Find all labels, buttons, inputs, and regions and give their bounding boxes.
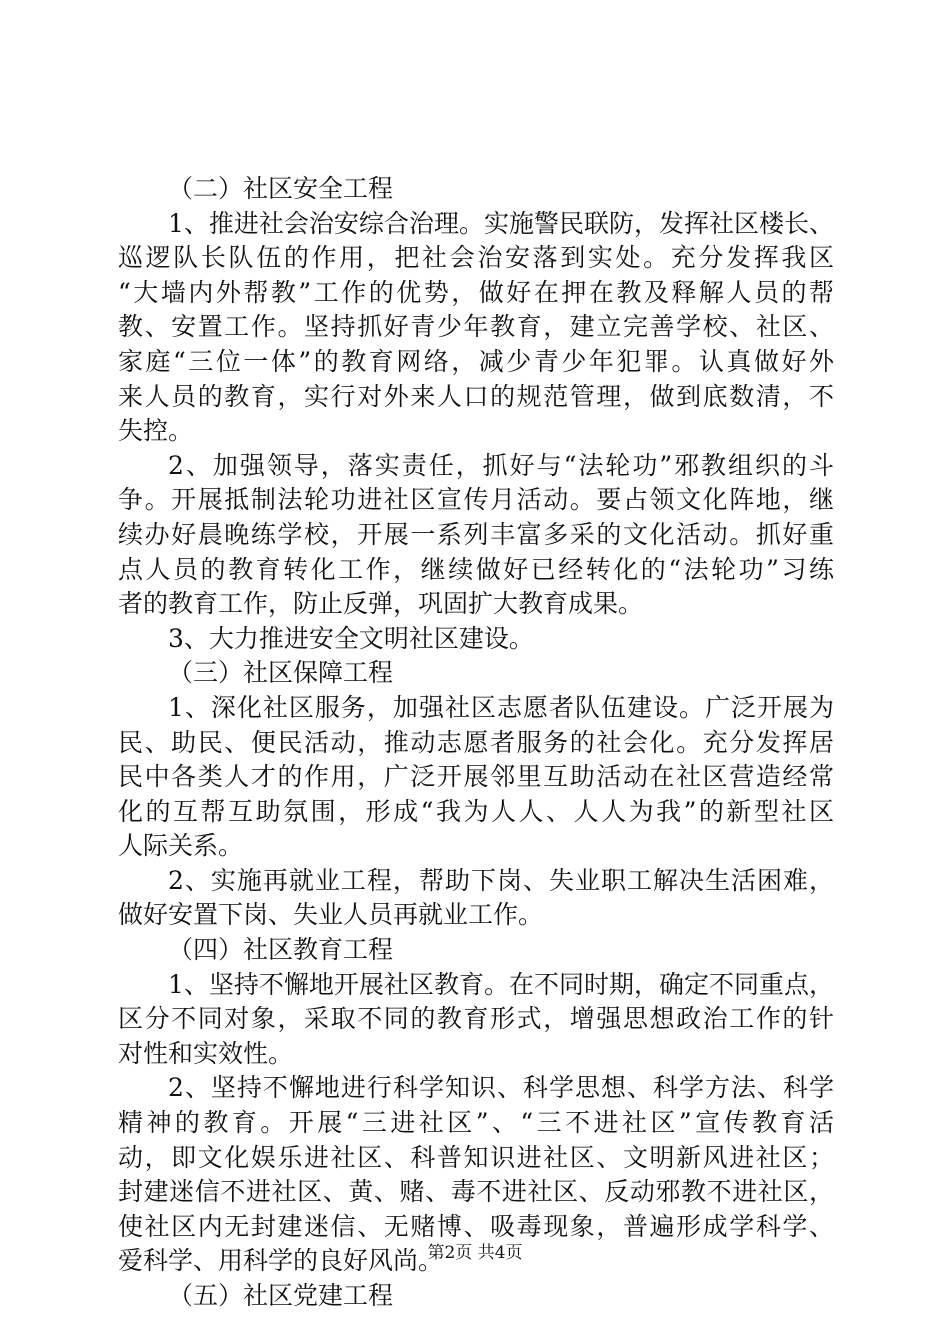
section-heading: （三）社区保障工程 xyxy=(168,658,394,688)
section-heading: （四）社区教育工程 xyxy=(168,935,394,965)
paragraph-line: 来人员的教育，实行对外来人口的规范管理，做到底数清，不 xyxy=(118,381,834,411)
paragraph-line: 1、坚持不懈地开展社区教育。在不同时期，确定不同重点， xyxy=(168,969,834,999)
paragraph-line: 者的教育工作，防止反弹，巩固扩大教育成果。 xyxy=(118,589,644,619)
paragraph-line: “大墙内外帮教”工作的优势，做好在押在教及释解人员的帮 xyxy=(118,277,834,307)
paragraph-line: 区分不同对象，采取不同的教育形式，增强思想政治工作的针 xyxy=(118,1004,834,1034)
paragraph-line: 精神的教育。开展“三进社区”、“三不进社区”宣传教育活 xyxy=(118,1108,834,1138)
paragraph-line: 对性和实效性。 xyxy=(118,1038,294,1068)
page-footer: 第2页 共4页 xyxy=(427,1243,523,1263)
paragraph-line: 动，即文化娱乐进社区、科普知识进社区、文明新风进社区； xyxy=(118,1142,834,1172)
paragraph-line: 续办好晨晚练学校，开展一系列丰富多采的文化活动。抓好重 xyxy=(118,519,834,549)
paragraph-line: 做好安置下岗、失业人员再就业工作。 xyxy=(118,900,544,930)
paragraph-line: 争。开展抵制法轮功进社区宣传月活动。要占领文化阵地，继 xyxy=(118,485,834,515)
paragraph-line: 2、坚持不懈地进行科学知识、科学思想、科学方法、科学 xyxy=(168,1073,834,1103)
paragraph-line: 使社区内无封建迷信、无赌博、吸毒现象，普遍形成学科学、 xyxy=(118,1211,834,1241)
paragraph-line: 民中各类人才的作用，广泛开展邻里互助活动在社区营造经常 xyxy=(118,762,834,792)
paragraph-line: 封建迷信不进社区、黄、赌、毒不进社区、反动邪教不进社区， xyxy=(118,1177,834,1207)
section-heading: （二）社区安全工程 xyxy=(168,174,394,203)
paragraph-line: 人际关系。 xyxy=(118,831,244,861)
paragraph-line: 巡逻队长队伍的作用，把社会治安落到实处。充分发挥我区 xyxy=(118,243,834,273)
paragraph-line: 2、实施再就业工程，帮助下岗、失业职工解决生活困难， xyxy=(168,865,834,895)
section-heading: （五）社区党建工程 xyxy=(168,1281,394,1310)
paragraph-line: 1、深化社区服务，加强社区志愿者队伍建设。广泛开展为 xyxy=(168,692,834,722)
paragraph-line: 爱科学、用科学的良好风尚。 xyxy=(118,1246,444,1276)
paragraph-line: 3、大力推进安全文明社区建设。 xyxy=(168,623,534,653)
paragraph-line: 点人员的教育转化工作，继续做好已经转化的“法轮功”习练 xyxy=(118,554,834,584)
paragraph-line: 失控。 xyxy=(118,416,194,446)
paragraph-line: 1、推进社会治安综合治理。实施警民联防，发挥社区楼长、 xyxy=(168,208,834,238)
document-body xyxy=(118,172,834,1314)
paragraph-line: 家庭“三位一体”的教育网络，减少青少年犯罪。认真做好外 xyxy=(118,346,834,376)
paragraph-line: 民、助民、便民活动，推动志愿者服务的社会化。充分发挥居 xyxy=(118,727,834,757)
paragraph-line: 化的互帮互助氛围，形成“我为人人、人人为我”的新型社区 xyxy=(118,796,834,826)
paragraph-line: 2、加强领导，落实责任，抓好与“法轮功”邪教组织的斗 xyxy=(168,450,834,480)
paragraph-line: 教、安置工作。坚持抓好青少年教育，建立完善学校、社区、 xyxy=(118,312,834,342)
